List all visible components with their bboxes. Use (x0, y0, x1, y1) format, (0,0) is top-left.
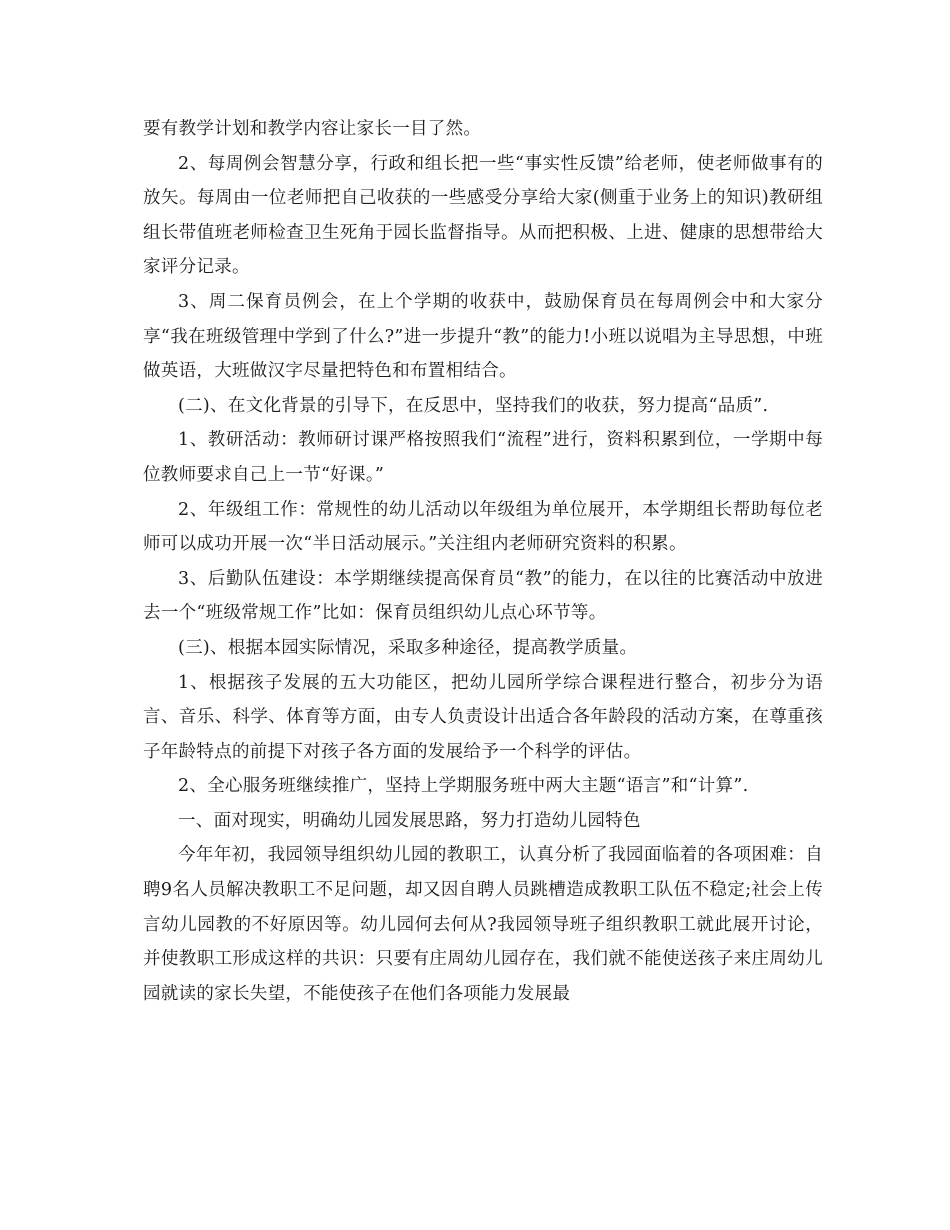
paragraph-6: 2、年级组工作：常规性的幼儿活动以年级组为单位展开，本学期组长帮助每位老师可以成功开展一次“半日活动展示。”关注组内老师研究资料的积累。 (143, 499, 823, 555)
paragraph-1: 要有教学计划和教学内容让家长一目了然。 (143, 119, 482, 139)
document-body (143, 112, 823, 1011)
paragraph-8: (三)、根据本园实际情况，采取多种途径，提高教学质量。 (178, 637, 638, 658)
paragraph-4: (二)、在文化背景的引导下，在反思中，坚持我们的收获，努力提高“品质”. (178, 395, 769, 416)
paragraph-2: 2、每周例会智慧分享，行政和组长把一些“事实性反馈”给老师，使老师做事有的放矢。每周由一位老师把自己收获的一些感受分享给大家(侧重于业务上的知识)教研组组长带值班老师检查卫生死角于园长监督指导。从而把积极、上进、健康的思想带给大家评分记录。 (143, 153, 823, 278)
paragraph-9: 1、根据孩子发展的五大功能区，把幼儿园所学综合课程进行整合，初步分为语言、音乐、科学、体育等方面，由专人负责设计出适合各年龄段的活动方案，在尊重孩子年龄特点的前提下对孩子各方面的发展给予一个科学的评估。 (143, 672, 823, 762)
paragraph-7: 3、后勤队伍建设：本学期继续提高保育员“教”的能力，在以往的比赛活动中放进去一个“班级常规工作”比如：保育员组织幼儿点心环节等。 (143, 568, 823, 624)
paragraph-3: 3、周二保育员例会，在上个学期的收获中，鼓励保育员在每周例会中和大家分享“我在班级管理中学到了什么?”进一步提升“教”的能力!小班以说唱为主导思想，中班做英语，大班做汉字尽量把特色和布置相结合。 (143, 291, 823, 382)
paragraph-5: 1、教研活动：教师研讨课严格按照我们“流程”进行，资料积累到位，一学期中每位教师要求自己上一节“好课。” (143, 430, 823, 485)
paragraph-12: 今年年初，我园领导组织幼儿园的教职工，认真分析了我园面临着的各项困难：自聘9名人员解决教职工不足问题，却又因自聘人员跳槽造成教职工队伍不稳定;社会上传言幼儿园教的不好原因等。幼儿园何去何从?我园领导班子组织教职工就此展开讨论，并使教职工形成这样的共识：只要有庄周幼儿园存在，我们就不能使送孩子来庄周幼儿园就读的家长失望，不能使孩子在他们各项能力发展最 (143, 845, 823, 1004)
paragraph-11: 一、面对现实，明确幼儿园发展思路，努力打造幼儿园特色 (178, 810, 641, 831)
paragraph-10: 2、全心服务班继续推广，坚持上学期服务班中两大主题“语言”和“计算”. (178, 776, 749, 797)
